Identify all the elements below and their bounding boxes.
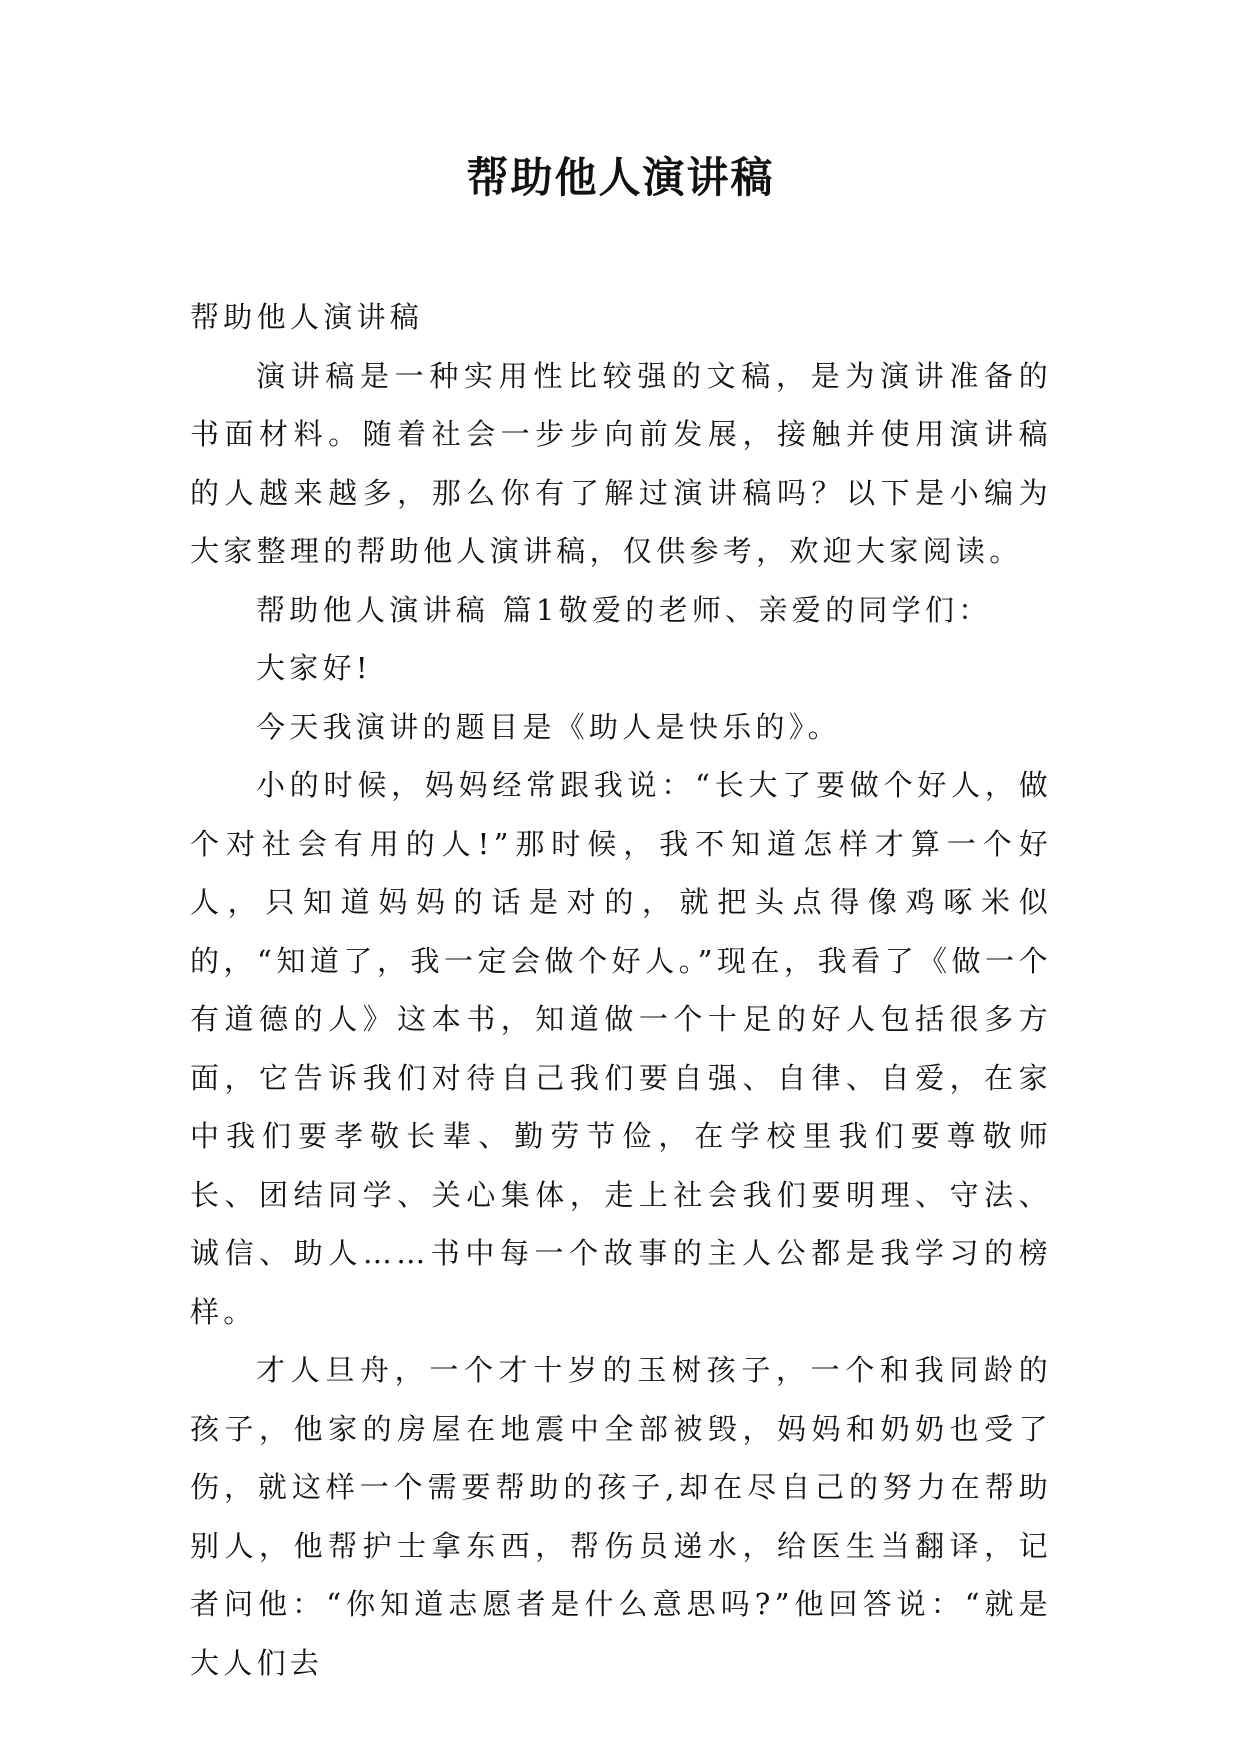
body-paragraph: 小的时候，妈妈经常跟我说：“长大了要做个好人，做个对社会有用的人!”那时候，我不知道怎样才算一个好人，只知道妈妈的话是对的，就把头点得像鸡啄米似的，“知道了，我一定会做个好人。”现在，我看了《做一个有道德的人》这本书，知道做一个十足的好人包括很多方面，它告诉我们对待自己我们要自强、自律、自爱，在家中我们要孝敬长辈、勤劳节俭，在学校里我们要尊敬师长、团结同学、关心集体，走上社会我们要明理、守法、诚信、助人……书中每一个故事的主人公都是我学习的榜样。 <box>190 768 1052 1329</box>
body-paragraph: 才人旦舟，一个才十岁的玉树孩子，一个和我同龄的孩子，他家的房屋在地震中全部被毁，妈妈和奶奶也受了伤，就这样一个需要帮助的孩子,却在尽自己的努力在帮助别人，他帮护士拿东西，帮伤员递水，给医生当翻译，记者问他：“你知道志愿者是什么意思吗?”他回答说：“就是大人们去 <box>190 1353 1052 1680</box>
document-title: 帮助他人演讲稿 <box>466 153 775 202</box>
topic-paragraph: 今天我演讲的题目是《助人是快乐的》。 <box>256 709 841 744</box>
document-body <box>190 288 1052 1692</box>
greeting-paragraph: 大家好! <box>256 651 372 685</box>
intro-paragraph: 演讲稿是一种实用性比较强的文稿，是为演讲准备的书面材料。随着社会一步步向前发展，接触并使用演讲稿的人越来越多，那么你有了解过演讲稿吗？以下是小编为大家整理的帮助他人演讲稿，仅供参考，欢迎大家阅读。 <box>190 358 1052 568</box>
salutation-paragraph: 帮助他人演讲稿 篇1敬爱的老师、亲爱的同学们： <box>256 592 992 627</box>
subtitle-paragraph: 帮助他人演讲稿 <box>190 300 424 334</box>
